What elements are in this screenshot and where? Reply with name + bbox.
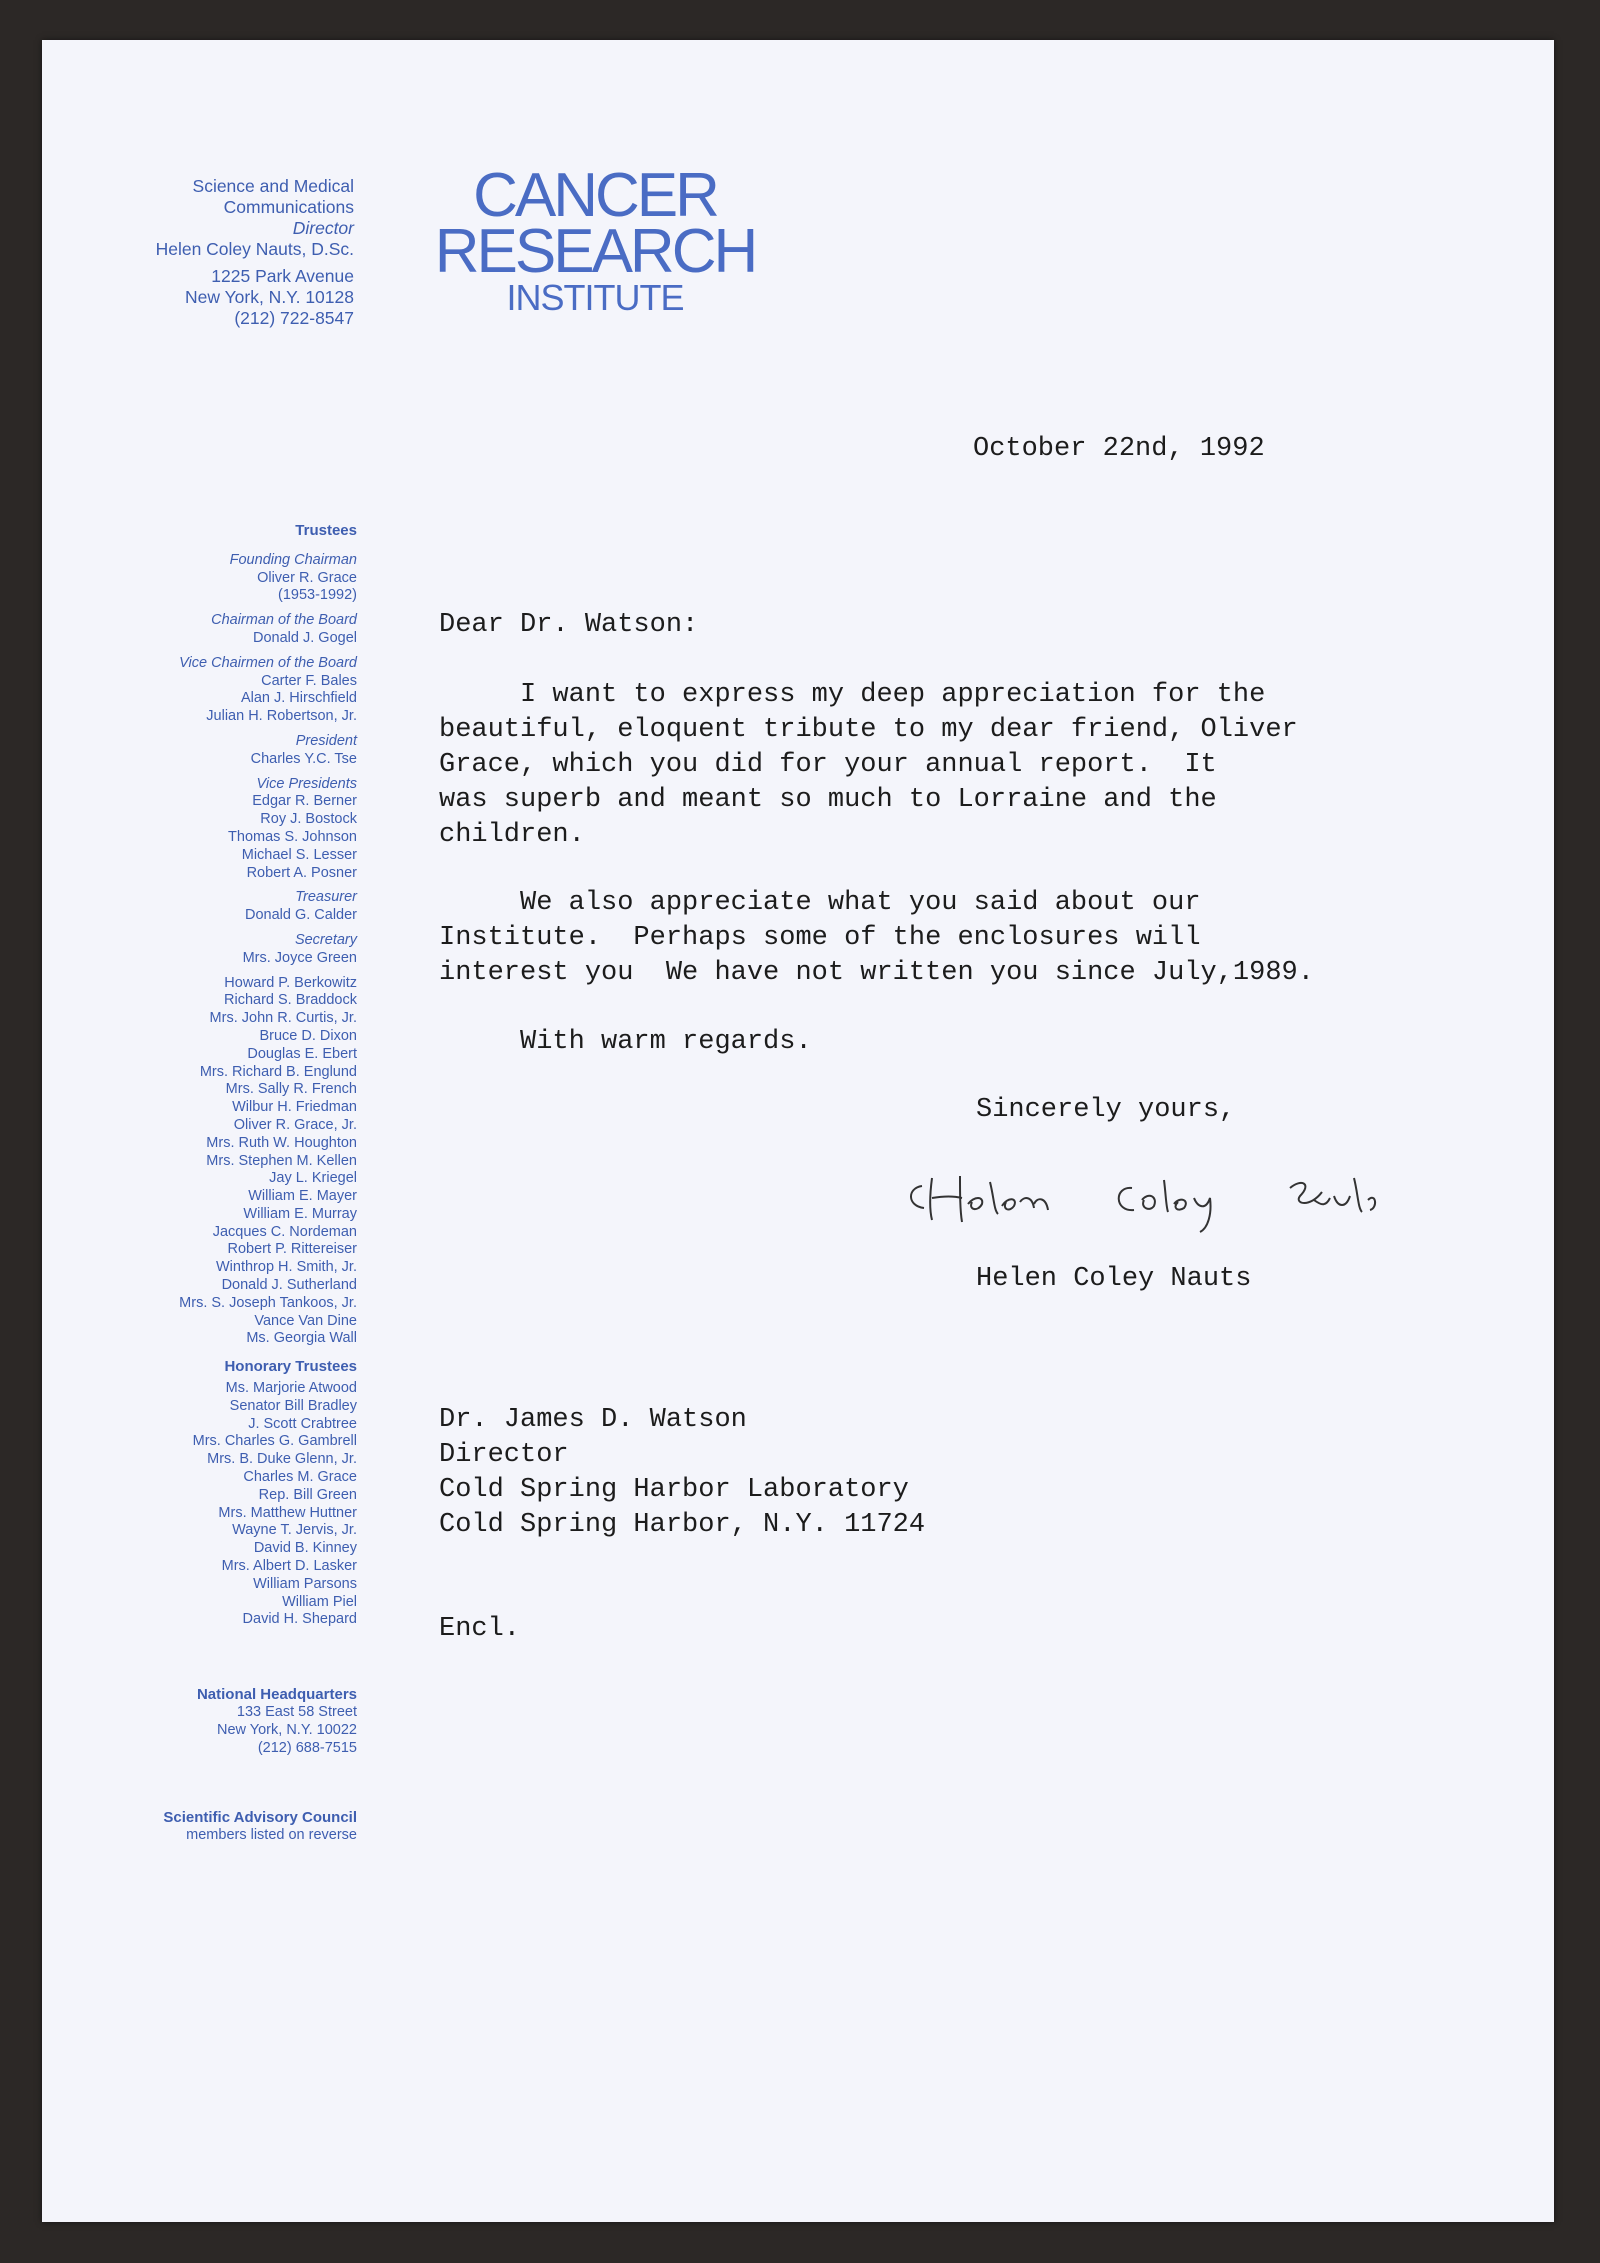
honorary-trustee-name: Charles M. Grace [243,1469,357,1486]
letterhead-contact [42,176,354,329]
dept-line2: Communications [223,197,354,217]
recipient-line: Cold Spring Harbor Laboratory [439,1475,909,1505]
honorary-trustee-name: Wayne T. Jervis, Jr. [232,1522,357,1539]
group-title: Vice Presidents [256,775,357,792]
letter-page [42,40,1554,2222]
trustee-name: Edgar R. Berner [252,793,357,810]
honorary-trustee-name: William Piel [282,1593,357,1610]
trustee-name: Donald J. Sutherland [221,1277,357,1294]
address-line1: 1225 Park Avenue [211,266,354,286]
trustee-name: Thomas S. Johnson [228,828,357,845]
trustee-name: Carter F. Bales [261,672,357,689]
group-title: Founding Chairman [229,551,357,568]
trustee-name: Michael S. Lesser [241,846,357,863]
recipient-line: Dr. James D. Watson [439,1405,747,1435]
trustee-group [42,612,357,648]
paragraph-2: We also appreciate what you said about our Institute. Perhaps some of the enclosures will interest you We have not written you since July,1989. [439,888,1314,988]
phone: (212) 722-8547 [234,308,354,328]
trustee-name: Wilbur H. Friedman [232,1099,357,1116]
sac-line: members listed on reverse [186,1827,357,1844]
trustee-name: Mrs. S. Joseph Tankoos, Jr. [179,1294,357,1311]
address-line2: New York, N.Y. 10128 [185,287,354,307]
hq-line: 133 East 58 Street [236,1704,357,1721]
trustee-name: Mrs. Stephen M. Kellen [206,1152,357,1169]
trustee-name: Donald J. Gogel [253,629,357,646]
trustee-name: Mrs. Joyce Green [242,949,357,966]
trustee-group [42,733,357,769]
dept-line1: Science and Medical [192,176,354,196]
trustee-name: Robert P. Rittereiser [227,1241,357,1258]
group-title: Secretary [294,931,357,948]
trustees-sidebar [42,522,357,1845]
signer-name: Helen Coley Nauts [976,1264,1252,1294]
hq-line: (212) 688-7515 [257,1739,357,1756]
trustee-name: Richard S. Braddock [224,992,357,1009]
trustee-name: Roy J. Bostock [260,811,357,828]
closing: Sincerely yours, [976,1095,1236,1125]
trustee-name: Alan J. Hirschfield [240,690,357,707]
recipient-address [439,1403,925,1543]
handwritten-signature [902,1148,1502,1238]
trustee-name: Jacques C. Nordeman [212,1223,357,1240]
director-name: Helen Coley Nauts, D.Sc. [155,239,354,259]
trustee-name: Charles Y.C. Tse [250,750,357,767]
trustee-name: Douglas E. Ebert [247,1045,357,1062]
hq-line: New York, N.Y. 10022 [217,1721,357,1738]
honorary-trustees-heading: Honorary Trustees [224,1358,357,1376]
logo-line3: INSTITUTE [506,277,684,318]
honorary-trustee-name: J. Scott Crabtree [248,1415,357,1432]
group-title: Vice Chairmen of the Board [179,654,357,671]
trustee-name: Mrs. John R. Curtis, Jr. [209,1010,357,1027]
group-title: Treasurer [295,889,357,906]
trustee-members-list [42,975,357,1349]
hq-heading: National Headquarters [196,1686,357,1704]
trustee-name: Ms. Georgia Wall [246,1330,357,1347]
honorary-trustee-name: Mrs. B. Duke Glenn, Jr. [207,1451,357,1468]
trustee-name: Robert A. Posner [246,864,357,881]
trustee-name: Jay L. Kriegel [269,1170,357,1187]
group-title: Chairman of the Board [211,612,357,629]
trustee-group [42,889,357,925]
trustee-name: Howard P. Berkowitz [224,974,357,991]
trustee-name: Julian H. Robertson, Jr. [206,708,357,725]
honorary-trustees-list [42,1380,357,1629]
honorary-trustee-name: David B. Kinney [253,1540,357,1557]
honorary-trustee-name: William Parsons [253,1575,357,1592]
trustee-name: William E. Mayer [248,1188,357,1205]
recipient-line: Cold Spring Harbor, N.Y. 11724 [439,1510,926,1540]
paragraph-1: I want to express my deep appreciation for the beautiful, eloquent tribute to my dear friend, Oliver Grace, which you did for your annual report. It was superb and meant so much to Lorraine and the children. [439,680,1298,850]
trustee-group [42,932,357,968]
trustee-name: William E. Murray [243,1205,357,1222]
recipient-line: Director [439,1440,569,1470]
trustee-group [42,776,357,883]
trustees-heading: Trustees [295,522,357,539]
honorary-trustee-name: Mrs. Matthew Huttner [218,1504,357,1521]
trustee-name: (1953-1992) [278,587,357,604]
logo-line2: RESEARCH [434,217,756,286]
trustee-name: Mrs. Richard B. Englund [199,1063,357,1080]
trustee-name: Vance Van Dine [254,1312,357,1329]
honorary-trustee-name: Rep. Bill Green [258,1486,357,1503]
director-title: Director [292,218,354,238]
trustee-name: Mrs. Sally R. French [225,1081,357,1098]
honorary-trustee-name: Senator Bill Bradley [229,1397,357,1414]
honorary-trustee-name: Mrs. Albert D. Lasker [221,1558,357,1575]
trustee-name: Winthrop H. Smith, Jr. [215,1259,357,1276]
trustee-group [42,552,357,605]
honorary-trustee-name: Mrs. Charles G. Gambrell [192,1433,357,1450]
honorary-trustee-name: Ms. Marjorie Atwood [225,1380,357,1397]
group-title: President [295,732,357,749]
institute-logo [430,161,760,318]
enclosure-note: Encl. [439,1614,521,1644]
letter-date: October 22nd, 1992 [973,434,1265,464]
sac-heading: Scientific Advisory Council [163,1809,357,1827]
trustee-name: Mrs. Ruth W. Houghton [206,1134,357,1151]
trustee-group [42,655,357,726]
salutation: Dear Dr. Watson: [439,610,699,640]
trustee-name: Bruce D. Dixon [259,1027,357,1044]
trustee-name: Oliver R. Grace [257,569,357,586]
logo-line1: CANCER [473,161,717,230]
trustee-name: Oliver R. Grace, Jr. [233,1116,357,1133]
trustee-name: Donald G. Calder [244,907,357,924]
honorary-trustee-name: David H. Shepard [242,1611,357,1628]
paragraph-3: With warm regards. [439,1027,812,1057]
